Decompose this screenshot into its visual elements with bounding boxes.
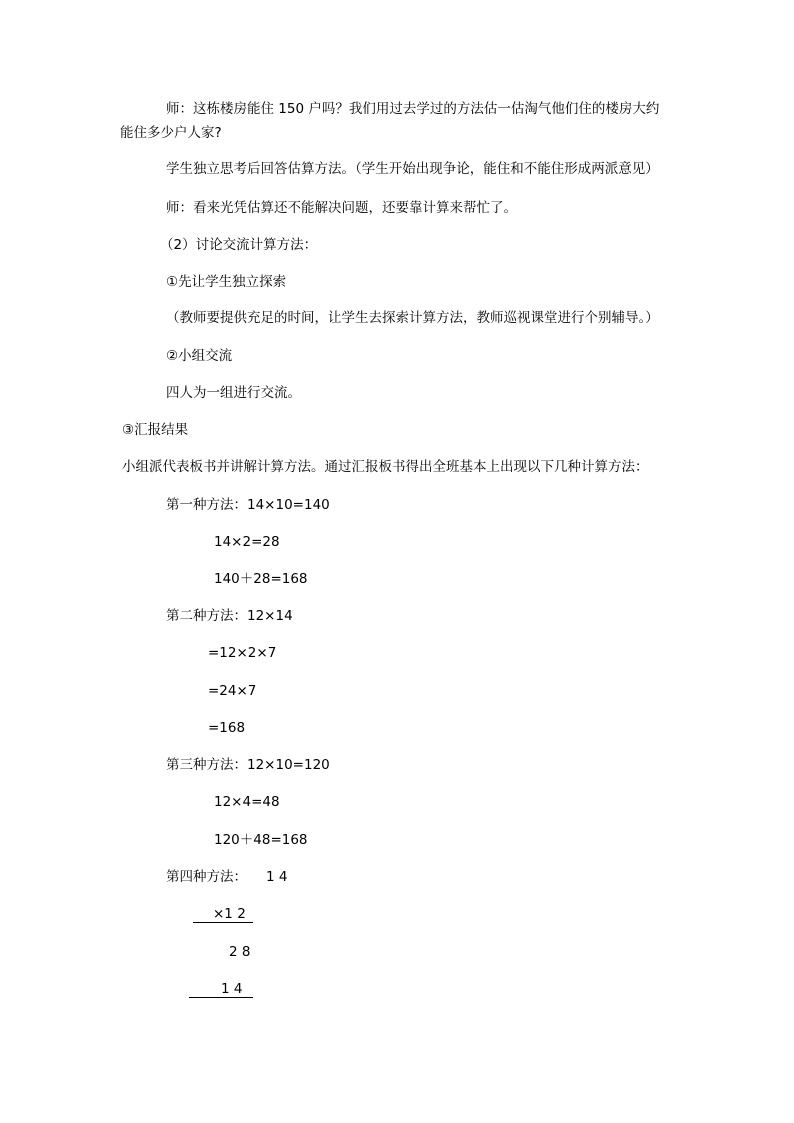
method-3-title: 第三种方法：12×10=120 — [166, 757, 330, 773]
method-4-multiplier: ×1 2 — [213, 906, 246, 922]
method-4-partial-2-row — [189, 980, 253, 998]
step-3-report: ③汇报结果 — [122, 422, 189, 438]
paragraph-teacher-note: （教师要提供充足的时间，让学生去探索计算方法，教师巡视课堂进行个别辅导。） — [166, 310, 659, 326]
method-1-step-2: 140＋28=168 — [214, 571, 308, 587]
method-4-partial-1: 2 8 — [229, 944, 251, 960]
section-discuss-heading: （2）讨论交流计算方法： — [160, 237, 318, 253]
step-2-group: ②小组交流 — [166, 348, 233, 364]
method-1-title: 第一种方法：14×10=140 — [166, 497, 330, 513]
method-1-step-1: 14×2=28 — [214, 534, 280, 550]
paragraph-teacher-question-line2: 能住多少户人家? — [120, 125, 222, 141]
paragraph-student-estimate: 学生独立思考后回答估算方法。（学生开始出现争论，能住和不能住形成两派意见） — [166, 161, 659, 177]
paragraph-report-methods: 小组派代表板书并讲解计算方法。通过汇报板书得出全班基本上出现以下几种计算方法： — [122, 459, 649, 475]
paragraph-teacher-question-line1: 师：这栋楼房能住 150 户吗？我们用过去学过的方法估一估淘气他们住的楼房大约 — [166, 101, 660, 117]
method-2-step-3: =168 — [208, 720, 246, 736]
method-2-title: 第二种方法：12×14 — [166, 608, 293, 624]
method-4-multiplicand: 1 4 — [266, 869, 288, 885]
method-4-multiplier-row — [193, 905, 253, 923]
method-2-step-1: =12×2×7 — [208, 645, 277, 661]
method-2-step-2: =24×7 — [208, 683, 257, 699]
paragraph-teacher-compute: 师：看来光凭估算还不能解决问题，还要靠计算来帮忙了。 — [166, 200, 517, 216]
method-4-title: 第四种方法： — [166, 869, 247, 885]
step-1-explore: ①先让学生独立探索 — [166, 274, 287, 290]
method-4-partial-2: 1 4 — [221, 981, 243, 997]
method-3-step-2: 120＋48=168 — [214, 832, 308, 848]
method-3-step-1: 12×4=48 — [214, 794, 280, 810]
paragraph-group-exchange: 四人为一组进行交流。 — [166, 385, 301, 401]
